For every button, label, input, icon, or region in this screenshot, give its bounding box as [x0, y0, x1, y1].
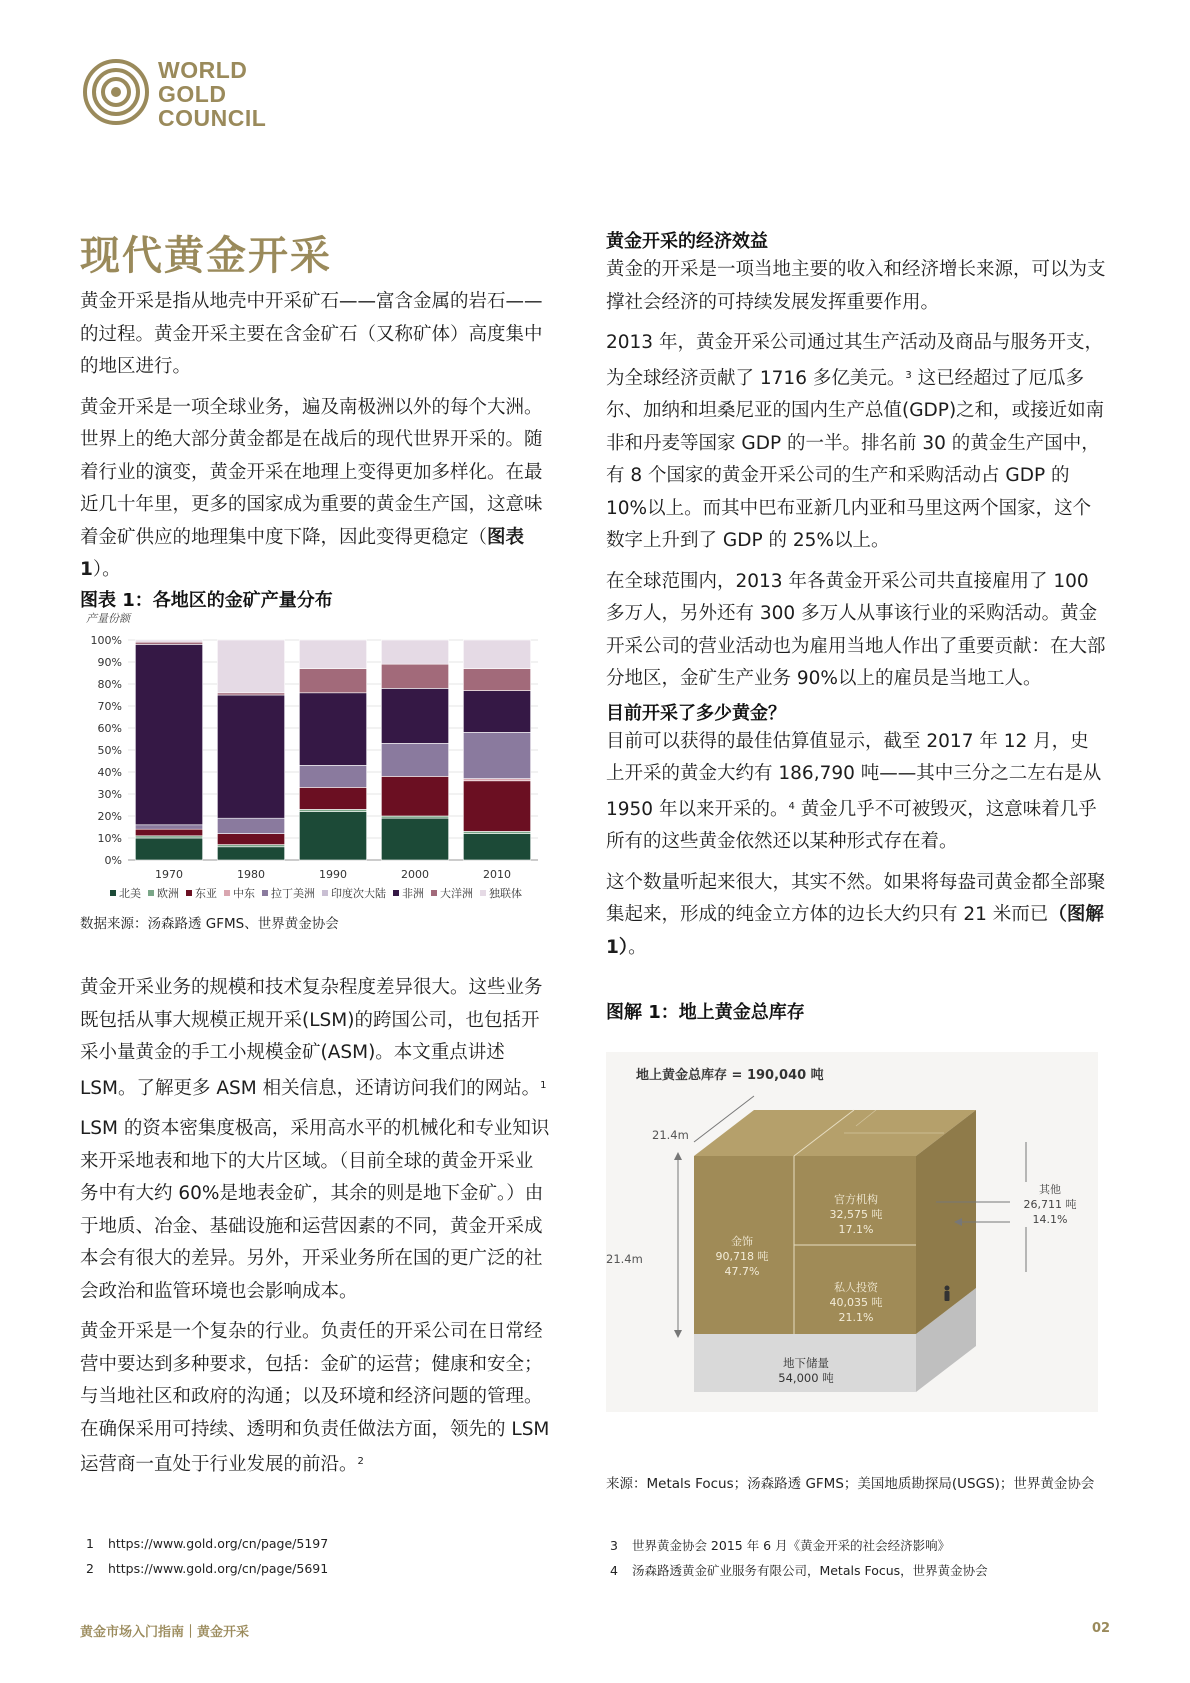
legend-item	[110, 885, 141, 901]
bar-segment	[299, 765, 366, 787]
logo-line-3: COUNCIL	[158, 105, 267, 131]
bar-segment	[217, 818, 284, 833]
bar-segment	[381, 776, 448, 816]
legend-label: 大洋洲	[440, 887, 473, 900]
cube-total-label: 地上黄金总库存 = 190,040 吨	[636, 1068, 824, 1083]
bar-segment	[135, 640, 202, 642]
left-column-lower	[80, 972, 550, 1482]
bar-segment	[299, 787, 366, 809]
bar-segment	[299, 809, 366, 811]
bar-segment	[135, 642, 202, 644]
logo-line-1: WORLD	[158, 57, 248, 83]
bar-segment	[135, 838, 202, 860]
x-tick-label: 2010	[483, 868, 511, 881]
legend-item	[148, 885, 179, 901]
logo-rings-icon	[82, 58, 150, 126]
right-paragraph-4: 目前可以获得的最佳估算值显示，截至 2017 年 12 月，史上开采的黄金大约有 186,790 吨——其中三分之二左右是从 1950 年以来开采的。$^4$ 黄金几乎不可被毁灭，这意味着几乎所有的这些黄金依然还以某种形式存在着。	[606, 730, 1102, 852]
bar-segment	[217, 693, 284, 695]
legend-label: 中东	[233, 887, 255, 900]
chart-source: 数据来源：汤森路透 GFMS、世界黄金协会	[80, 916, 339, 932]
gold-cube-figure	[606, 1052, 1098, 1412]
bar-segment	[463, 834, 530, 860]
x-tick-label: 2000	[401, 868, 429, 881]
legend-label: 北美	[119, 887, 141, 900]
footnote-1-link[interactable]: https://www.gold.org/cn/page/5197	[107, 1536, 329, 1551]
bar-segment	[463, 640, 530, 669]
bar-segment	[299, 693, 366, 766]
left-paragraph-4: LSM 的资本密集度极高，采用高水平的机械化和专业知识来开采地表和地下的大片区域。（目前全球的黄金开采业务中有大约 60%是地表金矿，其余的则是地下金矿。）由于地质、冶金、基础设施和运营因素的不同，黄金开采成本会有很大的差异。另外，开采业务所在国的更广泛的社会政治和监管环境也会影响成本。	[80, 1118, 550, 1302]
bar-segment	[135, 825, 202, 829]
chart-title: 图表 1：各地区的金矿产量分布	[80, 590, 333, 611]
left-column	[80, 286, 550, 587]
segment-jewellery: 金饰 90,718 吨 47.7%	[715, 1235, 769, 1278]
footnote-2: 2 https://www.gold.org/cn/page/5691	[86, 1561, 329, 1576]
bar-segment	[381, 640, 448, 664]
legend-label: 非洲	[402, 887, 424, 900]
bar-segment	[381, 816, 448, 818]
legend-item	[431, 885, 473, 901]
footnote-2-link[interactable]: https://www.gold.org/cn/page/5691	[107, 1561, 329, 1576]
segment-below-ground: 地下储量 54,000 吨	[778, 1356, 834, 1385]
segment-private: 私人投资 40,035 吨 21.1%	[829, 1281, 883, 1324]
legend-swatch	[148, 890, 154, 896]
legend-swatch	[110, 890, 116, 896]
legend-item	[322, 885, 386, 901]
segment-other: 其他 26,711 吨 14.1%	[1010, 1182, 1090, 1227]
section-heading-economic: 黄金开采的经济效益	[606, 231, 768, 252]
legend-swatch	[224, 890, 230, 896]
bar-segment	[299, 640, 366, 669]
y-tick-label: 10%	[97, 832, 122, 845]
bar-segment	[299, 812, 366, 860]
y-tick-label: 100%	[90, 634, 122, 647]
legend-item	[480, 885, 522, 901]
bar-segment	[217, 845, 284, 847]
bar-segment	[463, 781, 530, 832]
x-tick-label: 1970	[155, 868, 183, 881]
bar-segment	[463, 779, 530, 781]
segment-official: 官方机构 32,575 吨 17.1%	[829, 1193, 883, 1236]
bar-segment	[217, 640, 284, 693]
bar-segment	[463, 691, 530, 733]
y-tick-label: 0%	[104, 854, 122, 867]
bar-segment	[463, 831, 530, 833]
legend-swatch	[431, 890, 437, 896]
right-column	[606, 230, 1106, 964]
right-paragraph-1: 黄金的开采是一项当地主要的收入和经济增长来源，可以为支撑社会经济的可持续发展发挥重要作用。	[606, 259, 1106, 313]
legend-item	[186, 885, 217, 901]
right-paragraph-3: 在全球范围内，2013 年各黄金开采公司共直接雇用了 100 多万人，另外还有 300 多万人从事该行业的采购活动。黄金开采公司的营业活动也为雇用当地人作出了重要贡献：在大部分地区，金矿生产业务 90%以上的雇员是当地工人。	[606, 570, 1106, 689]
legend-label: 东亚	[195, 887, 217, 900]
footnote-1: 1 https://www.gold.org/cn/page/5197	[86, 1536, 329, 1551]
bar-segment	[381, 664, 448, 688]
bar-segment	[135, 836, 202, 838]
logo	[82, 57, 282, 131]
left-paragraph-3: 黄金开采业务的规模和技术复杂程度差异很大。这些业务既包括从事大规模正规开采(LSM)的跨国公司，也包括开采小量黄金的手工小规模金矿(ASM)。本文重点讲述 LSM。了解更多 ASM 相关信息，还请访问我们的网站。$^1$	[80, 977, 547, 1099]
legend-item	[393, 885, 424, 901]
y-tick-label: 50%	[97, 744, 122, 757]
chart-legend	[110, 882, 560, 901]
legend-item	[262, 885, 315, 901]
left-paragraph-5: 黄金开采是一个复杂的行业。负责任的开采公司在日常经营中要达到多种要求，包括：金矿的运营；健康和安全；与当地社区和政府的沟通；以及环境和经济问题的管理。在确保采用可持续、透明和负责任做法方面，领先的 LSM 运营商一直处于行业发展的前沿。$^2$	[80, 1321, 550, 1475]
legend-swatch	[262, 890, 268, 896]
bar-segment	[135, 829, 202, 836]
bar-segment	[217, 847, 284, 860]
chart-ylabel: 产量份额	[86, 612, 130, 625]
x-tick-label: 1980	[237, 868, 265, 881]
bar-segment	[381, 688, 448, 743]
legend-label: 欧洲	[157, 887, 179, 900]
figure-title: 图解 1：地上黄金总库存	[606, 1002, 805, 1023]
bar-segment	[217, 695, 284, 818]
bar-segment	[135, 644, 202, 824]
cube-edge-side: 21.4m	[606, 1252, 643, 1266]
section-heading-how-much: 目前开采了多少黄金？	[606, 702, 786, 724]
bar-segment	[381, 743, 448, 776]
y-tick-label: 20%	[97, 810, 122, 823]
footnote-4: 4 汤森路透黄金矿业服务有限公司，Metals Focus，世界黄金协会	[610, 1563, 988, 1578]
right-paragraph-5: 这个数量听起来很大，其实不然。如果将每盎司黄金都全部聚集起来，形成的纯金立方体的边长大约只有 21 米而已（图解 1）。	[606, 871, 1106, 958]
person-scale-icon	[945, 1286, 950, 1302]
left-paragraph-1: 黄金开采是指从地壳中开采矿石——富含金属的岩石——的过程。黄金开采主要在含金矿石（又称矿体）高度集中的地区进行。	[80, 291, 543, 377]
x-tick-label: 1990	[319, 868, 347, 881]
production-chart	[78, 612, 548, 892]
legend-label: 独联体	[489, 887, 522, 900]
legend-item	[224, 885, 255, 901]
right-paragraph-2: 2013 年，黄金开采公司通过其生产活动及商品与服务开支，为全球经济贡献了 1716 多亿美元。$^3$ 这已经超过了厄瓜多尔、加纳和坦桑尼亚的国内生产总值(GDP)之和，或接近如南非和丹麦等国家 GDP 的一半。排名前 30 的黄金生产国中，有 8 个国家的黄金开采公司的生产和采购活动占 GDP 的 10%以上。而其中巴布亚新几内亚和马里这两个国家，这个数字上升到了 GDP 的 25%以上。	[606, 332, 1105, 551]
figure-source: 来源：Metals Focus；汤森路透 GFMS；美国地质勘探局(USGS)；世界黄金协会	[606, 1476, 1095, 1492]
left-paragraph-2: 黄金开采是一项全球业务，遍及南极洲以外的每个大洲。世界上的绝大部分黄金都是在战后的现代世界开采的。随着行业的演变，黄金开采在地理上变得更加多样化。在最近几十年里，更多的国家成为重要的黄金生产国，这意味着金矿供应的地理集中度下降，因此变得更稳定（图表 1）。	[80, 396, 543, 580]
bar-segment	[463, 732, 530, 778]
bar-segment	[299, 669, 366, 693]
y-tick-label: 70%	[97, 700, 122, 713]
y-tick-label: 30%	[97, 788, 122, 801]
legend-swatch	[480, 890, 486, 896]
footnote-3: 3 世界黄金协会 2015 年 6 月《黄金开采的社会经济影响》	[610, 1538, 951, 1553]
legend-swatch	[393, 890, 399, 896]
bar-segment	[381, 818, 448, 860]
page-number: 02	[1092, 1621, 1111, 1636]
cube-edge-top: 21.4m	[652, 1128, 689, 1142]
logo-line-2: GOLD	[158, 81, 227, 107]
legend-label: 拉丁美洲	[271, 887, 315, 900]
y-tick-label: 40%	[97, 766, 122, 779]
y-tick-label: 80%	[97, 678, 122, 691]
legend-swatch	[186, 890, 192, 896]
legend-label: 印度次大陆	[331, 887, 386, 900]
bar-segment	[463, 669, 530, 691]
page-title: 现代黄金开采	[80, 233, 332, 279]
y-tick-label: 60%	[97, 722, 122, 735]
bar-segment	[217, 834, 284, 845]
footer-title: 黄金市场入门指南｜黄金开采	[80, 1625, 250, 1640]
legend-swatch	[322, 890, 328, 896]
y-tick-label: 90%	[97, 656, 122, 669]
